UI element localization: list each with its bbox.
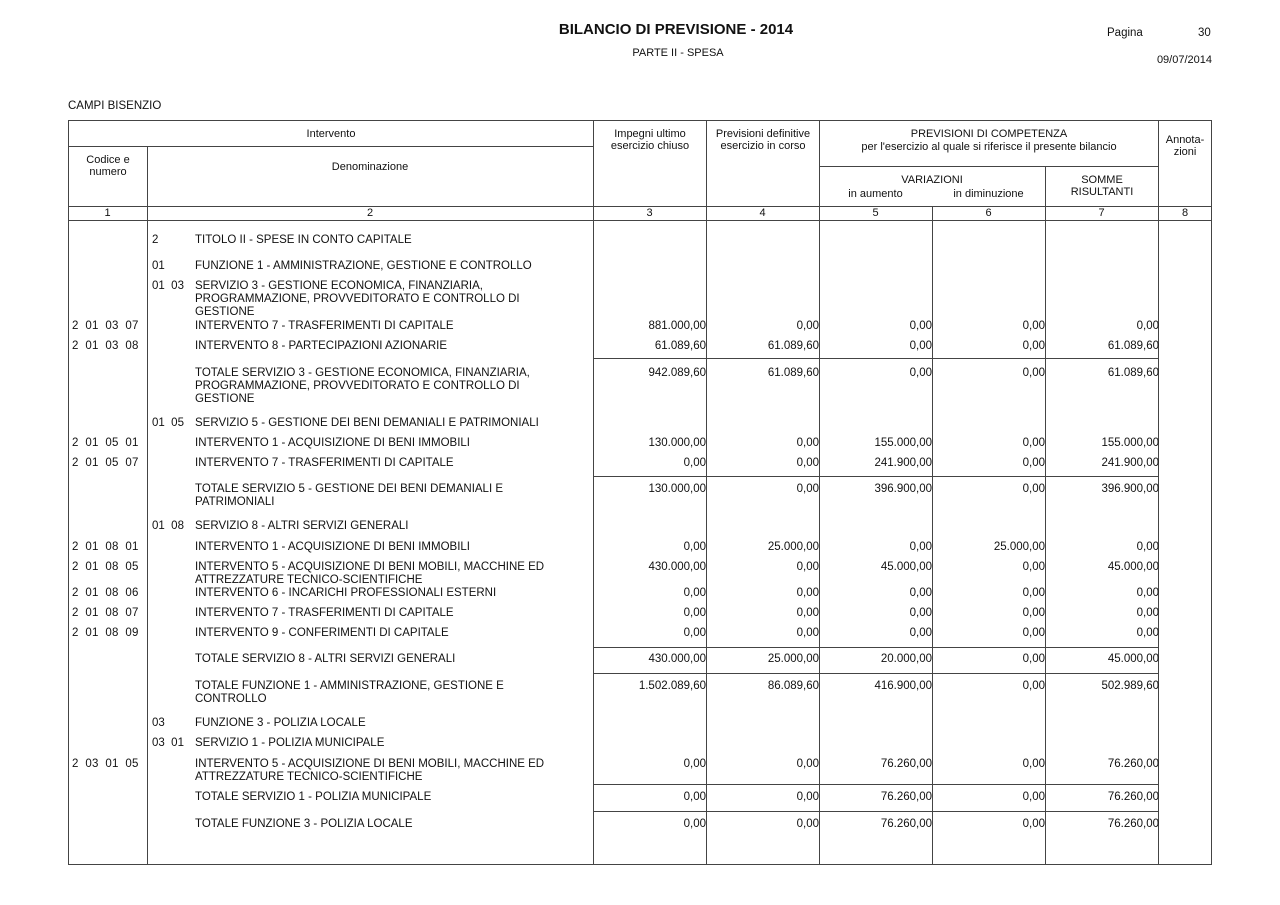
row-value: 45.000,00	[1107, 653, 1159, 665]
header-codice: Codice e numero	[86, 154, 130, 178]
row-value: 86.089,60	[767, 680, 819, 692]
row-value: 0,00	[1022, 627, 1045, 639]
column-number: 1	[104, 207, 111, 219]
row-prefix: 03	[152, 717, 165, 729]
row-description: INTERVENTO 6 - INCARICHI PROFESSIONALI ESTERNI	[195, 587, 497, 599]
header-previsioni-competenza: PREVISIONI DI COMPETENZA	[910, 128, 1068, 140]
row-description: TOTALE SERVIZIO 8 - ALTRI SERVIZI GENERALI	[195, 653, 456, 665]
row-description: INTERVENTO 5 - ACQUISIZIONE DI BENI MOBILI, MACCHINE ED ATTREZZATURE TECNICO-SCIENTIFICHE	[195, 758, 545, 783]
grid-line	[68, 220, 1212, 221]
row-value: 241.900,00	[874, 457, 932, 469]
row-description: INTERVENTO 7 - TRASFERIMENTI DI CAPITALE	[195, 457, 454, 469]
row-value: 0,00	[1136, 587, 1159, 599]
total-separator	[593, 476, 1159, 477]
column-number: 5	[872, 207, 879, 219]
row-value: 430.000,00	[648, 653, 706, 665]
row-value: 0,00	[683, 457, 706, 469]
document-date: 09/07/2014	[1156, 54, 1212, 66]
row-value: 502.989,60	[1101, 680, 1159, 692]
column-number: 3	[646, 207, 653, 219]
row-value: 0,00	[1022, 653, 1045, 665]
header-denominazione: Denominazione	[331, 161, 409, 173]
row-value: 130.000,00	[648, 437, 706, 449]
row-value: 0,00	[1136, 320, 1159, 332]
row-value: 0,00	[1136, 627, 1159, 639]
row-value: 0,00	[1022, 457, 1045, 469]
row-value: 0,00	[796, 627, 819, 639]
row-value: 0,00	[1022, 367, 1045, 379]
grid-line	[68, 146, 594, 147]
row-prefix: 2	[152, 234, 159, 246]
row-prefix: 01 05	[152, 417, 184, 429]
row-value: 61.089,60	[767, 367, 819, 379]
row-value: 20.000,00	[880, 653, 932, 665]
column-number: 2	[366, 207, 374, 219]
row-value: 0,00	[1022, 320, 1045, 332]
row-value: 416.900,00	[874, 680, 932, 692]
header-impegni: Impegni ultimo esercizio chiuso	[610, 128, 690, 152]
total-separator	[593, 784, 1159, 785]
row-value: 155.000,00	[874, 437, 932, 449]
row-value: 0,00	[796, 320, 819, 332]
page-label: Pagina	[1107, 27, 1143, 39]
row-value: 45.000,00	[880, 561, 932, 573]
row-prefix: 01 08	[152, 520, 184, 532]
row-description: FUNZIONE 1 - AMMINISTRAZIONE, GESTIONE E CONTROLLO	[195, 260, 532, 272]
row-value: 396.900,00	[1101, 483, 1159, 495]
grid-line	[1045, 166, 1046, 865]
row-prefix: 01 03	[152, 280, 184, 292]
row-value: 0,00	[683, 818, 706, 830]
row-value: 25.000,00	[767, 653, 819, 665]
row-value: 396.900,00	[874, 483, 932, 495]
row-value: 0,00	[909, 607, 932, 619]
row-value: 0,00	[1136, 541, 1159, 553]
row-value: 0,00	[1022, 791, 1045, 803]
row-description: INTERVENTO 1 - ACQUISIZIONE DI BENI IMMOBILI	[195, 541, 470, 553]
row-value: 61.089,60	[654, 340, 706, 352]
row-value: 0,00	[796, 791, 819, 803]
document-title: BILANCIO DI PREVISIONE - 2014	[558, 21, 794, 38]
row-value: 0,00	[683, 541, 706, 553]
row-value: 61.089,60	[1107, 367, 1159, 379]
row-value: 0,00	[1022, 437, 1045, 449]
header-in-diminuzione: in diminuzione	[953, 188, 1024, 200]
row-value: 0,00	[683, 758, 706, 770]
row-value: 130.000,00	[648, 483, 706, 495]
row-value: 0,00	[683, 587, 706, 599]
row-value: 0,00	[796, 561, 819, 573]
row-description: INTERVENTO 5 - ACQUISIZIONE DI BENI MOBILI, MACCHINE ED ATTREZZATURE TECNICO-SCIENTIFICHE	[195, 561, 545, 586]
row-code: 2 01 08 09	[72, 627, 139, 639]
row-value: 0,00	[796, 587, 819, 599]
row-value: 241.900,00	[1101, 457, 1159, 469]
row-value: 0,00	[1022, 340, 1045, 352]
column-number: 7	[1098, 207, 1105, 219]
row-value: 0,00	[796, 483, 819, 495]
row-code: 2 01 03 07	[72, 320, 139, 332]
row-value: 0,00	[683, 607, 706, 619]
row-code: 2 03 01 05	[72, 758, 139, 770]
column-number: 4	[759, 207, 766, 219]
row-value: 0,00	[796, 437, 819, 449]
row-description: INTERVENTO 7 - TRASFERIMENTI DI CAPITALE	[195, 320, 454, 332]
row-description: TOTALE SERVIZIO 1 - POLIZIA MUNICIPALE	[195, 791, 432, 803]
header-variazioni: VARIAZIONI	[901, 174, 963, 186]
row-value: 76.260,00	[880, 791, 932, 803]
row-value: 0,00	[1022, 818, 1045, 830]
total-separator	[593, 358, 1159, 359]
row-value: 76.260,00	[880, 818, 932, 830]
row-prefix: 01	[152, 260, 165, 272]
row-value: 881.000,00	[648, 320, 706, 332]
row-value: 0,00	[909, 367, 932, 379]
header-in-aumento: in aumento	[848, 188, 903, 200]
row-description: FUNZIONE 3 - POLIZIA LOCALE	[195, 717, 366, 729]
grid-line	[819, 166, 1159, 167]
header-somme-risultanti: SOMME RISULTANTI	[1070, 174, 1134, 198]
row-value: 76.260,00	[1107, 758, 1159, 770]
grid-line	[147, 146, 148, 865]
grid-line	[819, 120, 820, 865]
row-value: 0,00	[683, 627, 706, 639]
total-separator	[593, 811, 1159, 812]
row-value: 76.260,00	[1107, 791, 1159, 803]
row-code: 2 01 05 07	[72, 457, 139, 469]
header-intervento: Intervento	[306, 128, 356, 140]
row-value: 0,00	[1022, 758, 1045, 770]
row-description: SERVIZIO 3 - GESTIONE ECONOMICA, FINANZIARIA, PROGRAMMAZIONE, PROVVEDITORATO E CONTROLLO DI GESTIONE	[195, 280, 520, 318]
row-code: 2 01 05 01	[72, 437, 139, 449]
row-value: 61.089,60	[767, 340, 819, 352]
page-number: 30	[1198, 27, 1211, 39]
total-separator	[593, 673, 1159, 674]
row-value: 0,00	[1022, 587, 1045, 599]
row-description: INTERVENTO 9 - CONFERIMENTI DI CAPITALE	[195, 627, 449, 639]
row-value: 0,00	[683, 791, 706, 803]
row-description: INTERVENTO 1 - ACQUISIZIONE DI BENI IMMOBILI	[195, 437, 470, 449]
row-value: 45.000,00	[1107, 561, 1159, 573]
row-value: 0,00	[909, 541, 932, 553]
row-value: 0,00	[909, 587, 932, 599]
row-value: 25.000,00	[767, 541, 819, 553]
row-value: 0,00	[1022, 483, 1045, 495]
row-description: TOTALE FUNZIONE 1 - AMMINISTRAZIONE, GESTIONE E CONTROLLO	[195, 680, 504, 705]
column-number: 6	[985, 207, 992, 219]
row-value: 61.089,60	[1107, 340, 1159, 352]
row-prefix: 03 01	[152, 737, 184, 749]
row-code: 2 01 08 05	[72, 561, 139, 573]
row-value: 0,00	[796, 607, 819, 619]
row-value: 0,00	[909, 627, 932, 639]
row-value: 25.000,00	[993, 541, 1045, 553]
row-value: 0,00	[1022, 680, 1045, 692]
row-value: 0,00	[796, 457, 819, 469]
row-value: 155.000,00	[1101, 437, 1159, 449]
row-value: 1.502.089,60	[638, 680, 706, 692]
row-code: 2 01 08 01	[72, 541, 139, 553]
row-description: SERVIZIO 1 - POLIZIA MUNICIPALE	[195, 737, 385, 749]
row-code: 2 01 08 06	[72, 587, 139, 599]
entity-name: CAMPI BISENZIO	[68, 100, 162, 112]
row-value: 76.260,00	[1107, 818, 1159, 830]
row-description: TOTALE SERVIZIO 5 - GESTIONE DEI BENI DEMANIALI E PATRIMONIALI	[195, 483, 504, 508]
column-number: 8	[1181, 207, 1189, 219]
row-value: 0,00	[1022, 607, 1045, 619]
grid-line	[706, 120, 707, 865]
row-description: INTERVENTO 7 - TRASFERIMENTI DI CAPITALE	[195, 607, 454, 619]
row-description: TOTALE SERVIZIO 3 - GESTIONE ECONOMICA, FINANZIARIA, PROGRAMMAZIONE, PROVVEDITORATO E CONTROLLO DI GESTIONE	[195, 367, 530, 405]
row-value: 0,00	[1136, 607, 1159, 619]
header-annotazioni: Annota- zioni	[1165, 134, 1205, 158]
row-value: 76.260,00	[880, 758, 932, 770]
total-separator	[593, 647, 1159, 648]
document-subtitle: PARTE II - SPESA	[632, 47, 724, 59]
row-value: 0,00	[1022, 561, 1045, 573]
header-previsioni-definitive: Previsioni definitive esercizio in corso	[715, 128, 811, 152]
row-value: 0,00	[796, 818, 819, 830]
row-value: 942.089,60	[648, 367, 706, 379]
header-previsioni-competenza-sub: per l'esercizio al quale si riferisce il presente bilancio	[861, 141, 1117, 153]
row-code: 2 01 08 07	[72, 607, 139, 619]
row-value: 0,00	[909, 340, 932, 352]
grid-line	[593, 120, 594, 865]
row-description: INTERVENTO 8 - PARTECIPAZIONI AZIONARIE	[195, 340, 447, 352]
row-description: SERVIZIO 8 - ALTRI SERVIZI GENERALI	[195, 520, 409, 532]
row-description: TITOLO II - SPESE IN CONTO CAPITALE	[195, 234, 412, 246]
row-value: 0,00	[909, 320, 932, 332]
row-description: TOTALE FUNZIONE 3 - POLIZIA LOCALE	[195, 818, 413, 830]
row-value: 0,00	[796, 758, 819, 770]
row-code: 2 01 03 08	[72, 340, 139, 352]
grid-line	[932, 206, 933, 865]
row-description: SERVIZIO 5 - GESTIONE DEI BENI DEMANIALI E PATRIMONIALI	[195, 417, 539, 429]
row-value: 430.000,00	[648, 561, 706, 573]
